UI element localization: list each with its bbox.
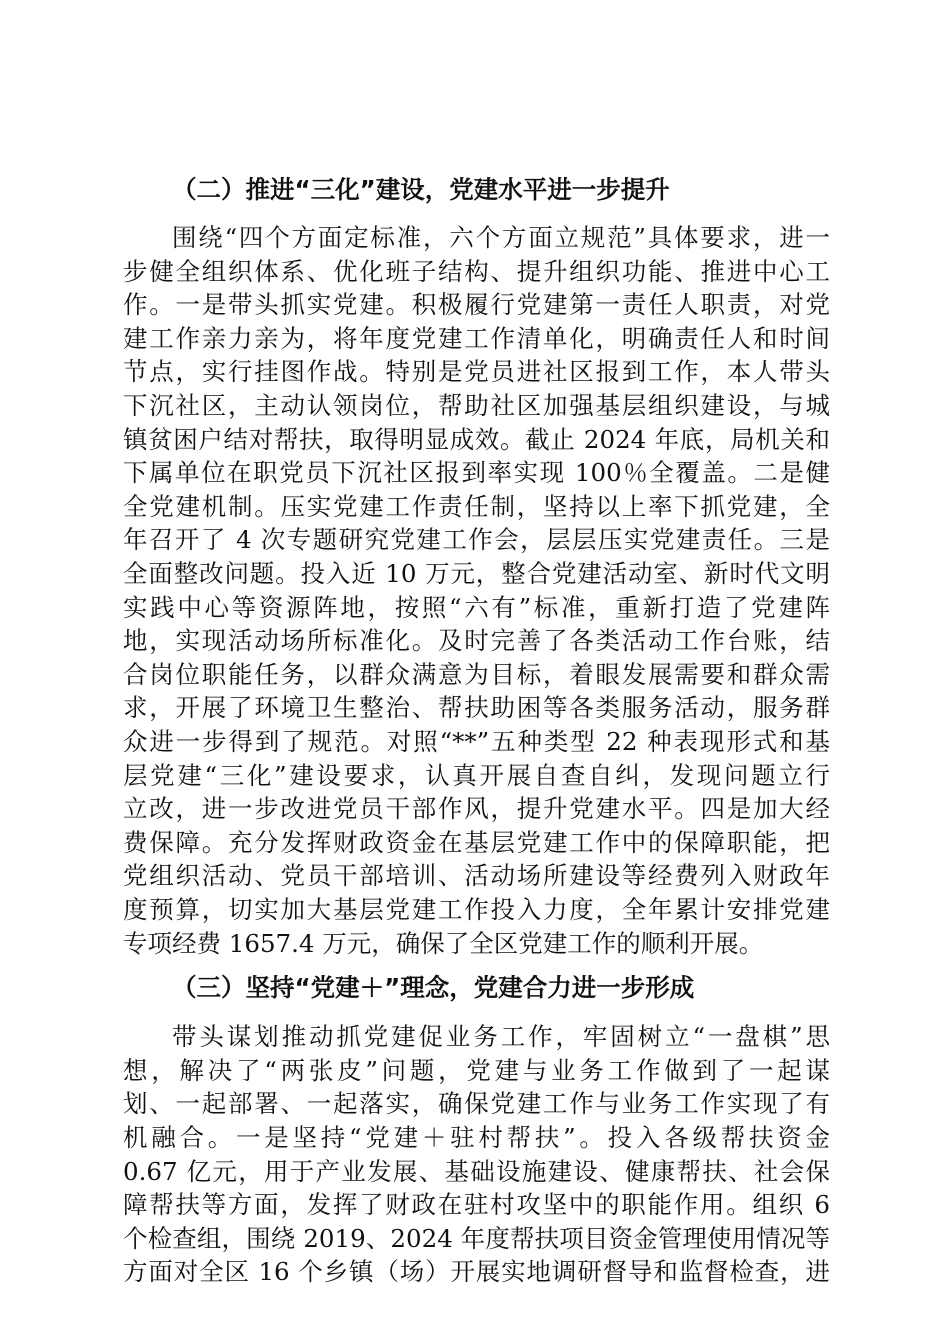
section-3-line: 机融合。一是坚持“党建＋驻村帮扶”。投入各级帮扶资金	[123, 1123, 830, 1152]
section-3-line: 想，解决了“两张皮”问题，党建与业务工作做到了一起谋	[123, 1055, 830, 1085]
section-2-line: 立改，进一步改进党员干部作风，提升党建水平。四是加大经	[123, 794, 830, 824]
section-2-line: 全面整改问题。投入近 10 万元，整合党建活动室、新时代文明	[123, 559, 830, 588]
section-2-line: 下属单位在职党员下沉社区报到率实现 100％全覆盖。二是健	[123, 458, 830, 488]
section-2-line: 合岗位职能任务，以群众满意为目标，着眼发展需要和群众需	[123, 659, 830, 689]
section-2-line: 年召开了 4 次专题研究党建工作会，层层压实党建责任。三是	[123, 525, 830, 555]
section-2-heading: （二）推进“三化”建设，党建水平进一步提升	[172, 175, 670, 204]
section-3-line: 划、一起部署、一起落实，确保党建工作与业务工作实现了有	[123, 1089, 830, 1119]
section-2-line: 实践中心等资源阵地，按照“六有”标准，重新打造了党建阵	[123, 592, 830, 622]
section-3-heading: （三）坚持“党建＋”理念，党建合力进一步形成	[172, 973, 695, 1003]
section-2-line: 全党建机制。压实党建工作责任制，坚持以上率下抓党建，全	[123, 491, 830, 521]
section-2-line: 节点，实行挂图作战。特别是党员进社区报到工作，本人带头	[123, 357, 830, 387]
section-2-line: 步健全组织体系、优化班子结构、提升组织功能、推进中心工	[123, 256, 830, 286]
section-3-line: 障帮扶等方面，发挥了财政在驻村攻坚中的职能作用。组织 6	[123, 1190, 830, 1220]
section-2-line: 专项经费 1657.4 万元，确保了全区党建工作的顺利开展。	[123, 928, 764, 958]
section-2-line: 求，开展了环境卫生整治、帮扶助困等各类服务活动，服务群	[123, 693, 830, 723]
section-2-line: 党组织活动、党员干部培训、活动场所建设等经费列入财政年	[123, 861, 830, 891]
section-3-line: 个检查组，围绕 2019、2024 年度帮扶项目资金管理使用情况等	[123, 1223, 830, 1253]
section-2-line: 地，实现活动场所标准化。及时完善了各类活动工作台账，结	[123, 626, 830, 656]
section-2-line: 下沉社区，主动认领岗位，帮助社区加强基层组织建设，与城	[123, 391, 830, 420]
section-2-line: 度预算，切实加大基层党建工作投入力度，全年累计安排党建	[123, 895, 830, 924]
section-2-line: 层党建“三化”建设要求，认真开展自查自纠，发现问题立行	[123, 760, 830, 790]
section-2-line: 费保障。充分发挥财政资金在基层党建工作中的保障职能，把	[123, 827, 830, 857]
section-3-line: 0.67 亿元，用于产业发展、基础设施建设、健康帮扶、社会保	[123, 1156, 830, 1186]
section-2-line: 建工作亲力亲为，将年度党建工作清单化，明确责任人和时间	[123, 323, 830, 353]
section-2-line: 镇贫困户结对帮扶，取得明显成效。截止 2024 年底，局机关和	[123, 424, 830, 454]
section-2-line: 作。一是带头抓实党建。积极履行党建第一责任人职责，对党	[123, 290, 830, 320]
section-3-line: 方面对全区 16 个乡镇（场）开展实地调研督导和监督检查，进	[123, 1257, 830, 1287]
section-3-line: 带头谋划推动抓党建促业务工作，牢固树立“一盘棋”思	[172, 1022, 830, 1052]
section-2-line: 围绕“四个方面定标准，六个方面立规范”具体要求，进一	[172, 223, 830, 252]
section-2-line: 众进一步得到了规范。对照“**”五种类型 22 种表现形式和基	[123, 727, 830, 756]
